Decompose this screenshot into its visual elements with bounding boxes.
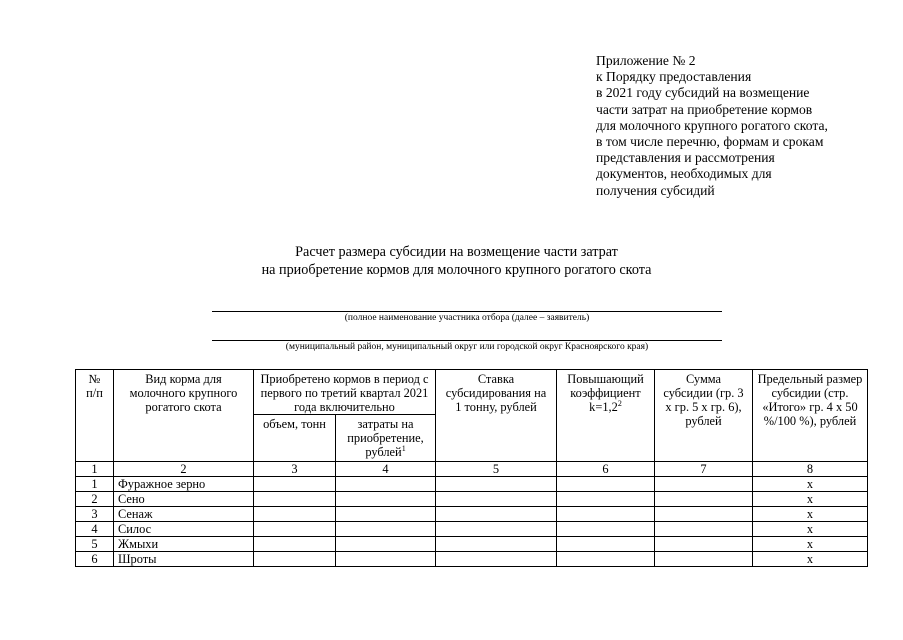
feed-name: Шроты — [114, 552, 254, 567]
row-number: 4 — [76, 522, 114, 537]
appendix-line: для молочного крупного рогатого скота, — [596, 117, 828, 133]
header-purchased: Приобретено кормов в период с первого по третий квартал 2021 года включительно — [254, 370, 436, 415]
participant-fill-line — [212, 311, 722, 312]
sum-cell — [655, 507, 753, 522]
costs-cell — [336, 507, 436, 522]
column-numbers-row — [76, 462, 868, 477]
column-number: 1 — [76, 462, 114, 477]
volume-cell — [254, 477, 336, 492]
appendix-line: представления и рассмотрения — [596, 150, 775, 166]
coef-cell — [557, 477, 655, 492]
rate-cell — [436, 507, 557, 522]
column-number: 6 — [557, 462, 655, 477]
table-row — [76, 492, 868, 507]
costs-cell — [336, 537, 436, 552]
costs-cell — [336, 522, 436, 537]
volume-cell — [254, 552, 336, 567]
municipality-fill-line — [212, 340, 722, 341]
header-rate: Ставка субсидирования на 1 тонну, рублей — [436, 370, 557, 462]
sum-cell — [655, 492, 753, 507]
table-row — [76, 477, 868, 492]
feed-name: Жмыхи — [114, 537, 254, 552]
rate-cell — [436, 522, 557, 537]
header-coef — [557, 370, 655, 462]
appendix-line: к Порядку предоставления — [596, 69, 752, 85]
coef-cell — [557, 537, 655, 552]
coef-cell — [557, 492, 655, 507]
rate-cell — [436, 477, 557, 492]
header-limit: Предельный размер субсидии (стр. «Итого» гр. 4 х 50 %/100 %), рублей — [753, 370, 868, 462]
appendix-line: документов, необходимых для — [596, 166, 772, 182]
coef-cell — [557, 507, 655, 522]
limit-cell: x — [753, 522, 868, 537]
column-number: 7 — [655, 462, 753, 477]
table-row — [76, 537, 868, 552]
table-row — [76, 552, 868, 567]
appendix-line: Приложение № 2 — [596, 53, 696, 68]
costs-cell — [336, 477, 436, 492]
column-number: 5 — [436, 462, 557, 477]
row-number: 5 — [76, 537, 114, 552]
sum-cell — [655, 477, 753, 492]
header-no: № п/п — [76, 370, 114, 462]
volume-cell — [254, 492, 336, 507]
table-row — [76, 507, 868, 522]
feed-name: Фуражное зерно — [114, 477, 254, 492]
limit-cell: x — [753, 492, 868, 507]
rate-cell — [436, 552, 557, 567]
header-row — [76, 370, 868, 415]
header-costs-text: затраты на приобретение, рублей — [347, 417, 424, 459]
row-number: 3 — [76, 507, 114, 522]
rate-cell — [436, 492, 557, 507]
row-number: 6 — [76, 552, 114, 567]
municipality-caption: (муниципальный район, муниципальный округ или городской округ Красноярского края) — [285, 342, 649, 352]
feed-name: Силос — [114, 522, 254, 537]
row-number: 1 — [76, 477, 114, 492]
volume-cell — [254, 522, 336, 537]
header-sum: Сумма субсидии (гр. 3 х гр. 5 х гр. 6), рублей — [655, 370, 753, 462]
appendix-line: в 2021 году субсидий на возмещение — [596, 85, 810, 101]
header-volume: объем, тонн — [254, 415, 336, 462]
header-coef-text: Повышающий коэффициент k=1,2 — [567, 372, 644, 414]
coef-cell — [557, 522, 655, 537]
participant-caption: (полное наименование участника отбора (далее – заявитель) — [344, 313, 590, 323]
appendix-line: получения субсидий — [596, 182, 715, 198]
header-costs — [336, 415, 436, 462]
sum-cell — [655, 522, 753, 537]
column-number: 3 — [254, 462, 336, 477]
feed-name: Сенаж — [114, 507, 254, 522]
costs-cell — [336, 552, 436, 567]
column-number: 4 — [336, 462, 436, 477]
footnote-mark-2: 2 — [617, 399, 622, 408]
column-number: 2 — [114, 462, 254, 477]
table-row — [76, 522, 868, 537]
header-feed-type: Вид корма для молочного крупного рогатого скота — [114, 370, 254, 462]
rate-cell — [436, 537, 557, 552]
subsidy-calculation-table — [75, 369, 868, 567]
limit-cell: x — [753, 552, 868, 567]
sum-cell — [655, 552, 753, 567]
limit-cell: x — [753, 507, 868, 522]
row-number: 2 — [76, 492, 114, 507]
sum-cell — [655, 537, 753, 552]
column-number: 8 — [753, 462, 868, 477]
appendix-line: части затрат на приобретение кормов — [596, 101, 813, 117]
appendix-block — [596, 53, 896, 199]
volume-cell — [254, 507, 336, 522]
footnote-mark-1: 1 — [401, 444, 406, 453]
document-title-line-1: Расчет размера субсидии на возмещение части затрат — [295, 244, 618, 260]
limit-cell: x — [753, 477, 868, 492]
volume-cell — [254, 537, 336, 552]
feed-name: Сено — [114, 492, 254, 507]
appendix-line: в том числе перечню, формам и срокам — [596, 134, 824, 150]
costs-cell — [336, 492, 436, 507]
limit-cell: x — [753, 537, 868, 552]
coef-cell — [557, 552, 655, 567]
document-title-line-2: на приобретение кормов для молочного крупного рогатого скота — [261, 262, 652, 278]
